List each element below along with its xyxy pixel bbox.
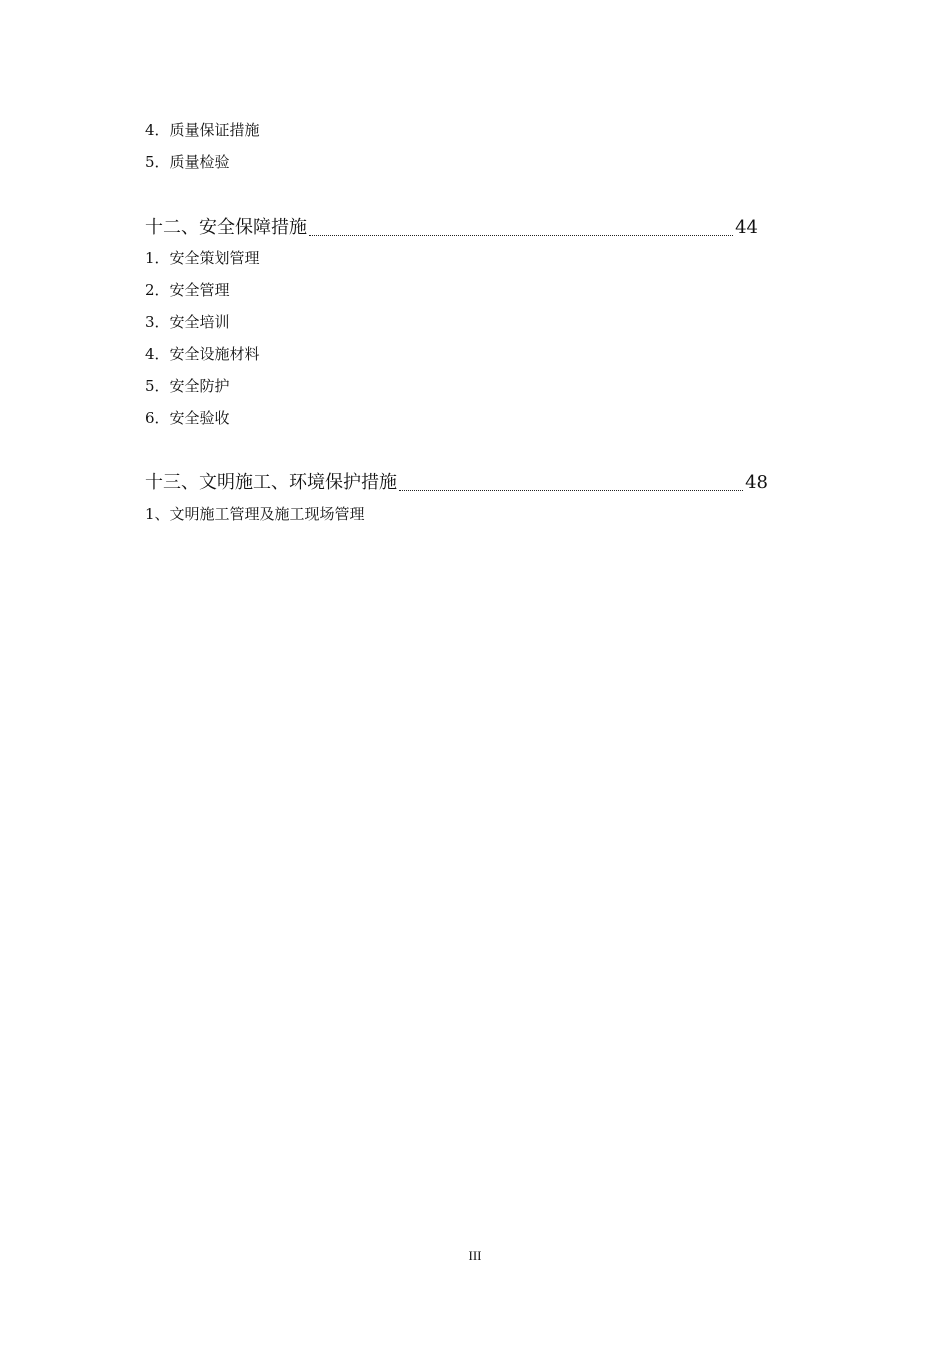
toc-item-label: 文明施工管理及施工现场管理: [169, 505, 365, 523]
toc-item-label: 安全防护: [169, 377, 230, 395]
toc-item[interactable]: [145, 376, 230, 396]
toc-item-label: 安全培训: [169, 313, 230, 331]
toc-item-label: 安全设施材料: [169, 345, 260, 363]
toc-item-number: 5．: [145, 153, 170, 171]
dotted-leader: [399, 489, 743, 491]
toc-item[interactable]: [145, 280, 230, 300]
toc-section-title: 十二、安全保障措施: [145, 217, 307, 238]
toc-item-number: 1、: [145, 505, 170, 523]
toc-item-number: 1．: [145, 249, 170, 267]
toc-item-label: 安全验收: [169, 409, 230, 427]
toc-item[interactable]: [145, 504, 365, 524]
toc-item-number: 6．: [145, 409, 170, 427]
toc-section-page-number: 44: [735, 217, 758, 238]
toc-item-number: 2．: [145, 281, 170, 299]
footer-page-number: III: [468, 1248, 482, 1263]
toc-item-number: 4．: [145, 345, 170, 363]
toc-section-page-number: 48: [745, 472, 768, 493]
toc-item[interactable]: [145, 152, 230, 172]
toc-item-label: 质量保证措施: [169, 121, 260, 139]
toc-item[interactable]: [145, 408, 230, 428]
toc-item[interactable]: [145, 248, 260, 268]
toc-item-number: 3．: [145, 313, 170, 331]
toc-item-label: 安全管理: [169, 281, 230, 299]
toc-item[interactable]: [145, 120, 260, 140]
toc-item-number: 4．: [145, 121, 170, 139]
toc-item-label: 安全策划管理: [169, 249, 260, 267]
toc-item[interactable]: [145, 344, 260, 364]
toc-item-label: 质量检验: [169, 153, 230, 171]
toc-section-heading[interactable]: [145, 214, 758, 240]
toc-item[interactable]: [145, 312, 230, 332]
toc-item-number: 5．: [145, 377, 170, 395]
dotted-leader: [309, 234, 733, 236]
toc-section-title: 十三、文明施工、环境保护措施: [145, 472, 397, 493]
toc-section-heading[interactable]: [145, 469, 768, 495]
